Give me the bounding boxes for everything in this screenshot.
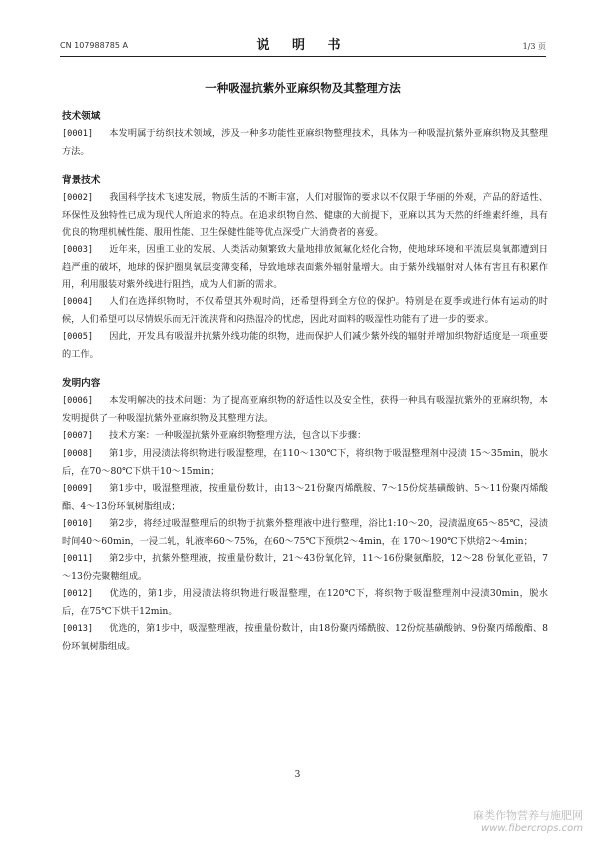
paragraph [62,427,548,445]
paragraph-text: 第2步，将经过吸湿整理后的织物于抗紫外整理液中进行整理，浴比1:10～20，浸渍温度65～85℃，浸渍时间40～60min，一浸二轧，轧液率60～75%，在60～75℃下预烘2～4min，在 170～190℃下烘焙2～4min； [62,518,548,547]
invention-title: 一种吸湿抗紫外亚麻织物及其整理方法 [205,81,401,95]
watermark-url: www.fibercrops.com [481,823,583,834]
section-summary [62,375,548,655]
page-number: 3 [294,770,301,780]
paragraph [62,620,548,655]
paragraph-number: [0009] [62,484,94,494]
watermark-site-name: 麻类作物营养与施肥网 [473,809,583,822]
page-info: 1/3 页 [522,42,546,51]
paragraph [62,392,548,427]
paragraph [62,328,548,363]
paragraph [62,189,548,241]
publication-number: CN 107988785 A [60,41,128,50]
paragraph-number: [0008] [62,449,94,459]
paragraph-number: [0007] [62,431,94,441]
paragraph-number: [0013] [62,624,94,634]
paragraph-text: 本发明属于纺织技术领域，涉及一种多功能性亚麻织物整理技术，具体为一种吸湿抗紫外亚麻织物及其整理方法。 [62,128,548,157]
document-type-title: 说 明 书 [256,38,350,53]
watermark [473,807,583,834]
paragraph-text: 第1步，用浸渍法将织物进行吸湿整理，在110～130℃下，将织物于吸湿整理剂中浸渍 15～35min，脱水后，在70～80℃下烘干10～15min； [62,448,548,477]
paragraph-text: 我国科学技术飞速发展，物质生活的不断丰富，人们对服饰的要求以不仅限于华丽的外观，产品的舒适性、环保性及独特性已成为现代人所追求的特点。在追求织物自然、健康的大前提下，亚麻以其为天然的纤维素纤维，具有优良的物理机械性能、服用性能、卫生保健性能等优点深受广大消费者的喜爱。 [62,192,548,238]
section-technical-field [62,108,548,160]
paragraph [62,585,548,620]
paragraph-number: [0012] [62,589,94,599]
paragraph [62,445,548,480]
paragraph-number: [0011] [62,554,94,564]
paragraph [62,550,548,585]
paragraph-text: 第2步中，抗紫外整理液，按重量份数计，21～43份氧化锌，11～16份聚氨酯胶，12～28 份氧化亚铅，7～13份壳聚糖组成。 [62,553,548,582]
paragraph-text: 优选的，第1步，用浸渍法将织物进行吸湿整理，在120℃下，将织物于吸湿整理剂中浸渍30min，脱水后，在75℃下烘干12min。 [62,588,548,617]
paragraph [62,515,548,550]
paragraph-text: 第1步中，吸湿整理液，按重量份数计，由13～21份聚丙烯酰胺、7～15份烷基磺酸钠、5～11份聚丙烯酸酯、4～13份环氧树脂组成； [62,483,548,512]
paragraph-number: [0010] [62,519,94,529]
paragraph-number: [0003] [62,245,94,255]
paragraph-text: 优选的，第1步中，吸湿整理液，按重量份数计，由18份聚丙烯酰胺、12份烷基磺酸钠、9份聚丙烯酸酯、8份环氧树脂组成。 [62,623,548,652]
document-body [62,108,548,655]
paragraph-text: 因此，开发具有吸湿并抗紫外线功能的织物，进而保护人们减少紫外线的辐射并增加织物舒适度是一项重要的工作。 [62,331,548,360]
paragraph [62,241,548,293]
paragraph-number: [0001] [62,129,94,139]
header-rule [60,56,546,57]
paragraph [62,125,548,160]
paragraph-text: 人们在选择织物时，不仅希望其外观时尚，还希望得到全方位的保护。特别是在夏季或进行体有运动的时候，人们希望可以尽情娱乐而无汗流浃背和闷热湿冷的忧虑，因此对面料的吸湿性功能有了进一步的要求。 [62,296,548,325]
paragraph-text: 本发明解决的技术问题：为了提高亚麻织物的舒适性以及安全性，获得一种具有吸湿抗紫外的亚麻织物，本发明提供了一种吸湿抗紫外亚麻织物及其整理方法。 [62,395,548,424]
paragraph-text: 技术方案：一种吸湿抗紫外亚麻织物整理方法，包含以下步骤： [109,430,367,441]
paragraph [62,293,548,328]
section-heading: 背景技术 [62,175,101,186]
section-heading: 发明内容 [62,378,101,389]
paragraph-number: [0005] [62,332,94,342]
paragraph [62,480,548,515]
section-background-art [62,172,548,363]
paragraph-number: [0004] [62,297,94,307]
paragraph-text: 近年来，因重工业的发展、人类活动频繁致大量地排放氮氟化烃化合物，使地球环境和平流层臭氧都遭到日趋严重的破坏，地球的保护圈臭氧层变薄变稀，导致地球表面紫外辐射量增大。由于紫外线辐射对人体有害且有积累作用，利用服装对紫外线进行阻挡，成为人们新的需求。 [62,244,548,290]
paragraph-number: [0002] [62,193,94,203]
section-heading: 技术领域 [62,111,101,122]
paragraph-number: [0006] [62,396,94,406]
page-header [60,38,546,54]
